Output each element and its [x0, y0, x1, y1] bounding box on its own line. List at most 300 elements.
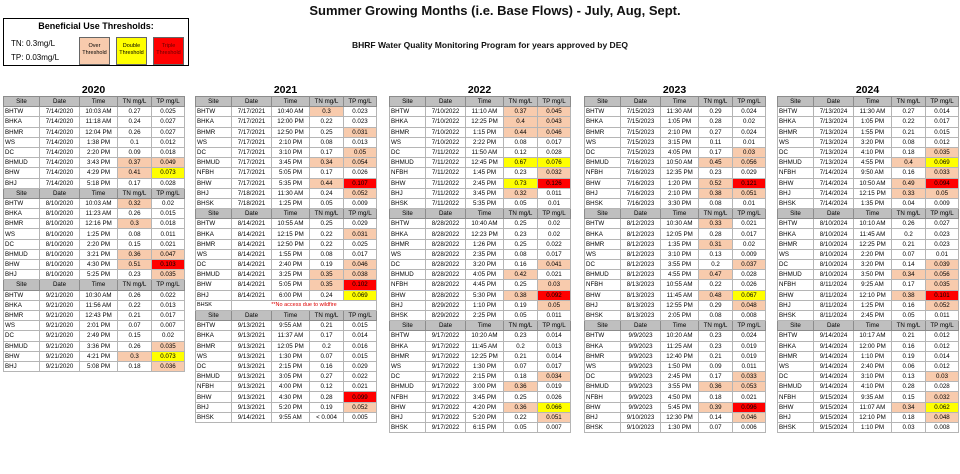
cell-tp: 0.037 — [733, 260, 766, 270]
column-header: TP mg/L — [926, 97, 959, 107]
cell-site: DC — [585, 372, 621, 382]
cell-tp: 0.021 — [733, 392, 766, 402]
cell-site: BHW — [4, 260, 40, 270]
cell-time: 12:30 PM — [661, 412, 699, 422]
cell-date: 7/17/2021 — [232, 178, 272, 188]
cell-site: WS — [4, 229, 40, 239]
cell-date: 8/10/2024 — [814, 239, 854, 249]
table-row — [390, 188, 571, 198]
cell-date: 8/10/2024 — [814, 249, 854, 259]
cell-tp: 0.03 — [733, 147, 766, 157]
cell-tp: 0.102 — [344, 280, 377, 290]
cell-site: BHMR — [585, 239, 621, 249]
cell-date: 9/14/2021 — [232, 412, 272, 422]
cell-date: 9/17/2022 — [426, 351, 466, 361]
table-row — [778, 270, 959, 280]
cell-tn: 0.24 — [118, 117, 152, 127]
cell-date: 9/14/2024 — [814, 382, 854, 392]
cell-time: 3:21 PM — [80, 249, 118, 259]
cell-time: 10:03 AM — [80, 107, 118, 117]
column-header: Site — [778, 321, 814, 331]
cell-site: BHTW — [390, 107, 426, 117]
cell-date: 8/28/2022 — [426, 229, 466, 239]
cell-tp: 0.022 — [152, 290, 185, 300]
cell-tp: 0.092 — [538, 290, 571, 300]
cell-tp: 0.028 — [538, 147, 571, 157]
cell-tp: 0.021 — [538, 270, 571, 280]
column-header: Time — [854, 321, 892, 331]
cell-tp: 0.035 — [152, 341, 185, 351]
column-header: TP mg/L — [538, 209, 571, 219]
cell-site: BHMUD — [390, 382, 426, 392]
cell-site: NFBH — [778, 280, 814, 290]
cell-tn: 0.24 — [310, 290, 344, 300]
table-row — [585, 239, 766, 249]
table-row — [390, 158, 571, 168]
cell-site: BHW — [778, 290, 814, 300]
year-table-2022 — [389, 96, 571, 433]
cell-date: 7/17/2021 — [232, 158, 272, 168]
cell-time: 12:55 PM — [661, 300, 699, 310]
cell-tp: 0.046 — [733, 412, 766, 422]
cell-time: 12:00 PM — [854, 341, 892, 351]
table-row — [4, 341, 185, 351]
table-row — [196, 188, 377, 198]
column-header: Time — [272, 97, 310, 107]
thresholds-legend — [3, 18, 189, 66]
cell-time: 3:20 PM — [466, 260, 504, 270]
cell-tn: 0.1 — [118, 137, 152, 147]
cell-site: WS — [778, 137, 814, 147]
cell-site: BHTW — [390, 219, 426, 229]
cell-tp: 0.039 — [926, 260, 959, 270]
column-header: Time — [854, 209, 892, 219]
cell-date: 9/21/2020 — [40, 321, 80, 331]
table-row — [196, 260, 377, 270]
cell-tp: 0.069 — [344, 290, 377, 300]
cell-tn: 0.18 — [892, 412, 926, 422]
column-header: Site — [196, 310, 232, 320]
cell-date: 9/17/2022 — [426, 382, 466, 392]
table-row — [196, 372, 377, 382]
column-header: Time — [466, 97, 504, 107]
table-row — [390, 198, 571, 208]
table-row — [4, 209, 185, 219]
legend-triple-threshold: Triple Threshold — [153, 37, 184, 65]
cell-site: BHSK — [778, 423, 814, 433]
cell-site: WS — [585, 361, 621, 371]
cell-date: 9/17/2022 — [426, 392, 466, 402]
legend-double-threshold: Double Threshold — [116, 37, 147, 65]
cell-date: 7/14/2020 — [40, 127, 80, 137]
cell-time: 6:00 PM — [272, 290, 310, 300]
cell-site: BHKA — [196, 117, 232, 127]
cell-tp: 0.014 — [538, 351, 571, 361]
cell-time: 4:55 PM — [854, 158, 892, 168]
cell-tn: 0.23 — [699, 168, 733, 178]
cell-tn: 0.51 — [118, 260, 152, 270]
cell-tn: 0.23 — [118, 270, 152, 280]
cell-date: 7/10/2022 — [426, 107, 466, 117]
cell-tn: 0.17 — [699, 372, 733, 382]
cell-tp: 0.056 — [733, 158, 766, 168]
cell-date: 7/17/2021 — [232, 168, 272, 178]
cell-tp: 0.015 — [344, 351, 377, 361]
cell-tp: 0.021 — [733, 219, 766, 229]
table-row — [778, 249, 959, 259]
cell-tp: 0.019 — [733, 351, 766, 361]
cell-tn: 0.09 — [699, 361, 733, 371]
table-row — [390, 341, 571, 351]
cell-time: 1:05 PM — [661, 117, 699, 127]
cell-date: 7/18/2021 — [232, 188, 272, 198]
cell-site: BHSK — [778, 310, 814, 320]
cell-date: 8/12/2023 — [621, 229, 661, 239]
cell-time: 12:16 PM — [80, 219, 118, 229]
cell-tn: 0.17 — [310, 147, 344, 157]
cell-site: BHJ — [390, 300, 426, 310]
cell-time: 3:05 PM — [272, 372, 310, 382]
cell-tn: 0.21 — [892, 127, 926, 137]
cell-site: BHMR — [585, 127, 621, 137]
table-row — [390, 361, 571, 371]
header-row — [196, 209, 377, 219]
cell-time: 12:50 PM — [272, 127, 310, 137]
cell-date: 7/14/2020 — [40, 168, 80, 178]
cell-site: BHTW — [585, 331, 621, 341]
cell-tp: 0.051 — [538, 412, 571, 422]
cell-site: BHJ — [196, 290, 232, 300]
cell-tn: 0.31 — [699, 239, 733, 249]
table-row — [196, 412, 377, 422]
cell-time: 1:15 PM — [466, 127, 504, 137]
cell-tn: 0.08 — [504, 137, 538, 147]
cell-tp: 0.038 — [344, 270, 377, 280]
table-row — [4, 229, 185, 239]
column-header: TN mg/L — [310, 97, 344, 107]
cell-time: 10:17 AM — [854, 331, 892, 341]
cell-site: BHJ — [585, 412, 621, 422]
cell-tp: 0.007 — [538, 423, 571, 433]
table-row — [4, 249, 185, 259]
cell-tp: 0.047 — [152, 249, 185, 259]
header-row — [585, 321, 766, 331]
cell-date: 7/14/2020 — [40, 117, 80, 127]
cell-site: NFBH — [778, 168, 814, 178]
cell-date: 7/15/2023 — [621, 127, 661, 137]
cell-tn: 0.44 — [310, 178, 344, 188]
cell-site: WS — [585, 137, 621, 147]
cell-site: BHMUD — [390, 270, 426, 280]
cell-time: 3:20 PM — [854, 137, 892, 147]
cell-time: 10:20 AM — [661, 331, 699, 341]
table-row — [390, 351, 571, 361]
cell-tp: 0.013 — [152, 300, 185, 310]
cell-time: 10:10 AM — [854, 219, 892, 229]
cell-tn: 0.25 — [310, 219, 344, 229]
cell-date: 7/16/2023 — [621, 198, 661, 208]
cell-tp: 0.011 — [152, 229, 185, 239]
cell-site: BHSK — [196, 198, 232, 208]
cell-time: 12:25 PM — [466, 351, 504, 361]
cell-tn: 0.38 — [699, 188, 733, 198]
cell-tp: 0.03 — [538, 280, 571, 290]
table-row — [585, 137, 766, 147]
cell-tp: 0.012 — [926, 137, 959, 147]
column-header: TP mg/L — [152, 97, 185, 107]
column-header: Site — [390, 321, 426, 331]
cell-time: 11:25 AM — [661, 341, 699, 351]
cell-time: 5:35 PM — [272, 178, 310, 188]
column-header: Site — [585, 209, 621, 219]
cell-tn: 0.21 — [504, 351, 538, 361]
cell-tn: 0.07 — [118, 321, 152, 331]
cell-time: 5:18 PM — [80, 178, 118, 188]
cell-tn: 0.08 — [699, 198, 733, 208]
cell-site: BHMUD — [778, 270, 814, 280]
table-row — [196, 127, 377, 137]
cell-date: 9/14/2024 — [814, 331, 854, 341]
cell-site: BHMUD — [196, 158, 232, 168]
cell-tp: 0.01 — [926, 249, 959, 259]
cell-tn: 0.07 — [504, 361, 538, 371]
page-title: Summer Growing Months (i.e. Base Flows) - July, Aug, Sept. — [309, 3, 681, 18]
cell-tp: 0.02 — [733, 239, 766, 249]
cell-site: BHMR — [585, 351, 621, 361]
cell-date: 8/10/2020 — [40, 260, 80, 270]
cell-tn: 0.19 — [504, 300, 538, 310]
cell-tp: 0.027 — [152, 117, 185, 127]
cell-date: 7/15/2023 — [621, 137, 661, 147]
cell-time: 3:10 PM — [661, 249, 699, 259]
cell-time: 2:10 PM — [272, 137, 310, 147]
cell-time: 5:35 PM — [466, 198, 504, 208]
cell-tn: 0.34 — [310, 158, 344, 168]
cell-site: BHW — [196, 392, 232, 402]
table-row — [778, 341, 959, 351]
cell-tn: 0.73 — [504, 178, 538, 188]
table-row — [585, 412, 766, 422]
cell-site: BHKA — [196, 331, 232, 341]
cell-date: 8/10/2024 — [814, 270, 854, 280]
cell-site: BHMUD — [778, 158, 814, 168]
cell-date: 7/14/2020 — [40, 158, 80, 168]
cell-tn: 0.25 — [504, 280, 538, 290]
column-header: Time — [661, 97, 699, 107]
cell-site: BHKA — [390, 117, 426, 127]
cell-tn: 0.21 — [892, 331, 926, 341]
cell-site: BHJ — [4, 361, 40, 371]
cell-site: NFBH — [585, 280, 621, 290]
cell-date: 7/15/2023 — [621, 107, 661, 117]
cell-tp: 0.013 — [538, 341, 571, 351]
column-header: TN mg/L — [504, 97, 538, 107]
cell-date: 7/11/2022 — [426, 168, 466, 178]
cell-tn: 0.16 — [892, 341, 926, 351]
column-header: Date — [232, 97, 272, 107]
cell-site: DC — [4, 239, 40, 249]
cell-time: 9:50 AM — [854, 168, 892, 178]
cell-date: 7/15/2023 — [621, 117, 661, 127]
year-heading-2021: 2021 — [273, 84, 298, 96]
cell-time: 1:35 PM — [661, 239, 699, 249]
cell-time: 3:55 PM — [661, 260, 699, 270]
cell-tp: 0.062 — [926, 402, 959, 412]
cell-time: 1:10 PM — [854, 351, 892, 361]
year-heading-2023: 2023 — [662, 84, 687, 96]
cell-time: 4:00 PM — [272, 382, 310, 392]
cell-date: 8/28/2022 — [426, 270, 466, 280]
cell-tn: 0.26 — [118, 127, 152, 137]
table-row — [778, 158, 959, 168]
cell-time: 12:25 PM — [466, 117, 504, 127]
cell-tp: 0.024 — [733, 331, 766, 341]
cell-time: 3:15 PM — [661, 137, 699, 147]
column-header: TP mg/L — [152, 188, 185, 198]
cell-tp: 0.012 — [926, 331, 959, 341]
cell-time: 2:40 PM — [272, 260, 310, 270]
cell-site: BHTW — [778, 331, 814, 341]
table-row — [585, 341, 766, 351]
table-row — [585, 402, 766, 412]
cell-tp: 0.054 — [344, 158, 377, 168]
cell-tp: 0.007 — [152, 321, 185, 331]
cell-tn: 0.17 — [310, 331, 344, 341]
cell-time: 10:03 AM — [80, 198, 118, 208]
cell-tp: 0.025 — [344, 239, 377, 249]
cell-date: 7/15/2023 — [621, 147, 661, 157]
cell-site: BHKA — [4, 209, 40, 219]
cell-site: BHMR — [778, 239, 814, 249]
cell-site: BHSK — [585, 198, 621, 208]
cell-date: 9/21/2020 — [40, 361, 80, 371]
cell-date: 9/13/2021 — [232, 382, 272, 392]
cell-site: BHKA — [390, 229, 426, 239]
table-row — [778, 290, 959, 300]
table-row — [390, 280, 571, 290]
cell-site: BHKA — [778, 117, 814, 127]
table-row — [390, 300, 571, 310]
cell-tp: 0.032 — [538, 168, 571, 178]
cell-tp: 0.041 — [538, 260, 571, 270]
column-header: Site — [778, 209, 814, 219]
cell-tp: 0.009 — [926, 198, 959, 208]
cell-site: BHMR — [778, 351, 814, 361]
cell-site: BHJ — [585, 188, 621, 198]
cell-time: 10:50 AM — [661, 158, 699, 168]
table-row — [196, 239, 377, 249]
cell-date: 7/16/2023 — [621, 188, 661, 198]
cell-time: 1:05 PM — [854, 117, 892, 127]
column-header: Time — [80, 97, 118, 107]
cell-tn: 0.13 — [699, 249, 733, 259]
cell-time: 11:30 AM — [272, 188, 310, 198]
cell-tp: 0.022 — [344, 372, 377, 382]
column-header: Date — [814, 321, 854, 331]
thresholds-title: Beneficial Use Thresholds: — [38, 21, 154, 31]
cell-tp: 0.023 — [926, 239, 959, 249]
table-row — [4, 260, 185, 270]
cell-date: 8/11/2024 — [814, 280, 854, 290]
cell-time: 1:10 PM — [854, 423, 892, 433]
table-row — [585, 270, 766, 280]
cell-tp: 0.016 — [344, 341, 377, 351]
cell-time: 2:01 PM — [80, 321, 118, 331]
cell-tp: 0.052 — [344, 402, 377, 412]
cell-site: BHSK — [196, 300, 232, 310]
table-row — [778, 107, 959, 117]
cell-tn: 0.15 — [892, 392, 926, 402]
table-row — [585, 280, 766, 290]
cell-tn: 0.33 — [699, 219, 733, 229]
cell-time: 12:43 PM — [80, 310, 118, 320]
table-row — [390, 229, 571, 239]
cell-time: 4:50 PM — [661, 392, 699, 402]
cell-date: 9/13/2021 — [232, 351, 272, 361]
cell-site: DC — [4, 147, 40, 157]
cell-tn: 0.21 — [699, 351, 733, 361]
cell-tn: 0.03 — [892, 423, 926, 433]
column-header: Date — [40, 97, 80, 107]
cell-site: BHTW — [778, 219, 814, 229]
cell-site: BHMUD — [585, 158, 621, 168]
table-row — [585, 107, 766, 117]
cell-tp: 0.056 — [926, 270, 959, 280]
cell-time: 10:30 AM — [661, 219, 699, 229]
cell-tn: 0.07 — [310, 351, 344, 361]
table-row — [585, 168, 766, 178]
cell-date: 8/11/2024 — [814, 290, 854, 300]
cell-time: 3:25 PM — [272, 270, 310, 280]
cell-tp: 0.01 — [538, 198, 571, 208]
cell-tn: 0.25 — [504, 239, 538, 249]
column-header: Date — [40, 188, 80, 198]
cell-time: 3:20 PM — [854, 260, 892, 270]
cell-tp: 0.01 — [733, 137, 766, 147]
cell-site: NFBH — [390, 392, 426, 402]
table-row — [585, 117, 766, 127]
cell-time: 11:50 AM — [466, 147, 504, 157]
cell-date: 7/13/2024 — [814, 107, 854, 117]
cell-date: 9/13/2021 — [232, 392, 272, 402]
table-row — [778, 280, 959, 290]
cell-date: 8/12/2023 — [621, 260, 661, 270]
cell-tn: 0.48 — [699, 290, 733, 300]
cell-tp: 0.012 — [152, 137, 185, 147]
cell-date: 7/14/2020 — [40, 147, 80, 157]
cell-date: 8/10/2024 — [814, 260, 854, 270]
cell-time: 12:00 PM — [272, 117, 310, 127]
cell-tp: 0.019 — [538, 382, 571, 392]
cell-site: BHMUD — [4, 249, 40, 259]
cell-date: 9/15/2024 — [814, 392, 854, 402]
cell-tn: 0.08 — [310, 249, 344, 259]
cell-date: 8/12/2023 — [621, 239, 661, 249]
cell-time: 3:45 PM — [466, 188, 504, 198]
cell-tp: 0.014 — [344, 331, 377, 341]
cell-tn: 0.24 — [310, 188, 344, 198]
cell-date: 7/16/2023 — [621, 168, 661, 178]
cell-date: 9/14/2024 — [814, 372, 854, 382]
cell-date: 9/21/2020 — [40, 290, 80, 300]
column-header: TN mg/L — [118, 188, 152, 198]
column-header: Site — [585, 97, 621, 107]
cell-tp: 0.02 — [538, 219, 571, 229]
cell-time: 4:05 PM — [466, 270, 504, 280]
cell-time: 12:05 PM — [661, 229, 699, 239]
cell-tp: 0.023 — [344, 107, 377, 117]
table-row — [196, 147, 377, 157]
